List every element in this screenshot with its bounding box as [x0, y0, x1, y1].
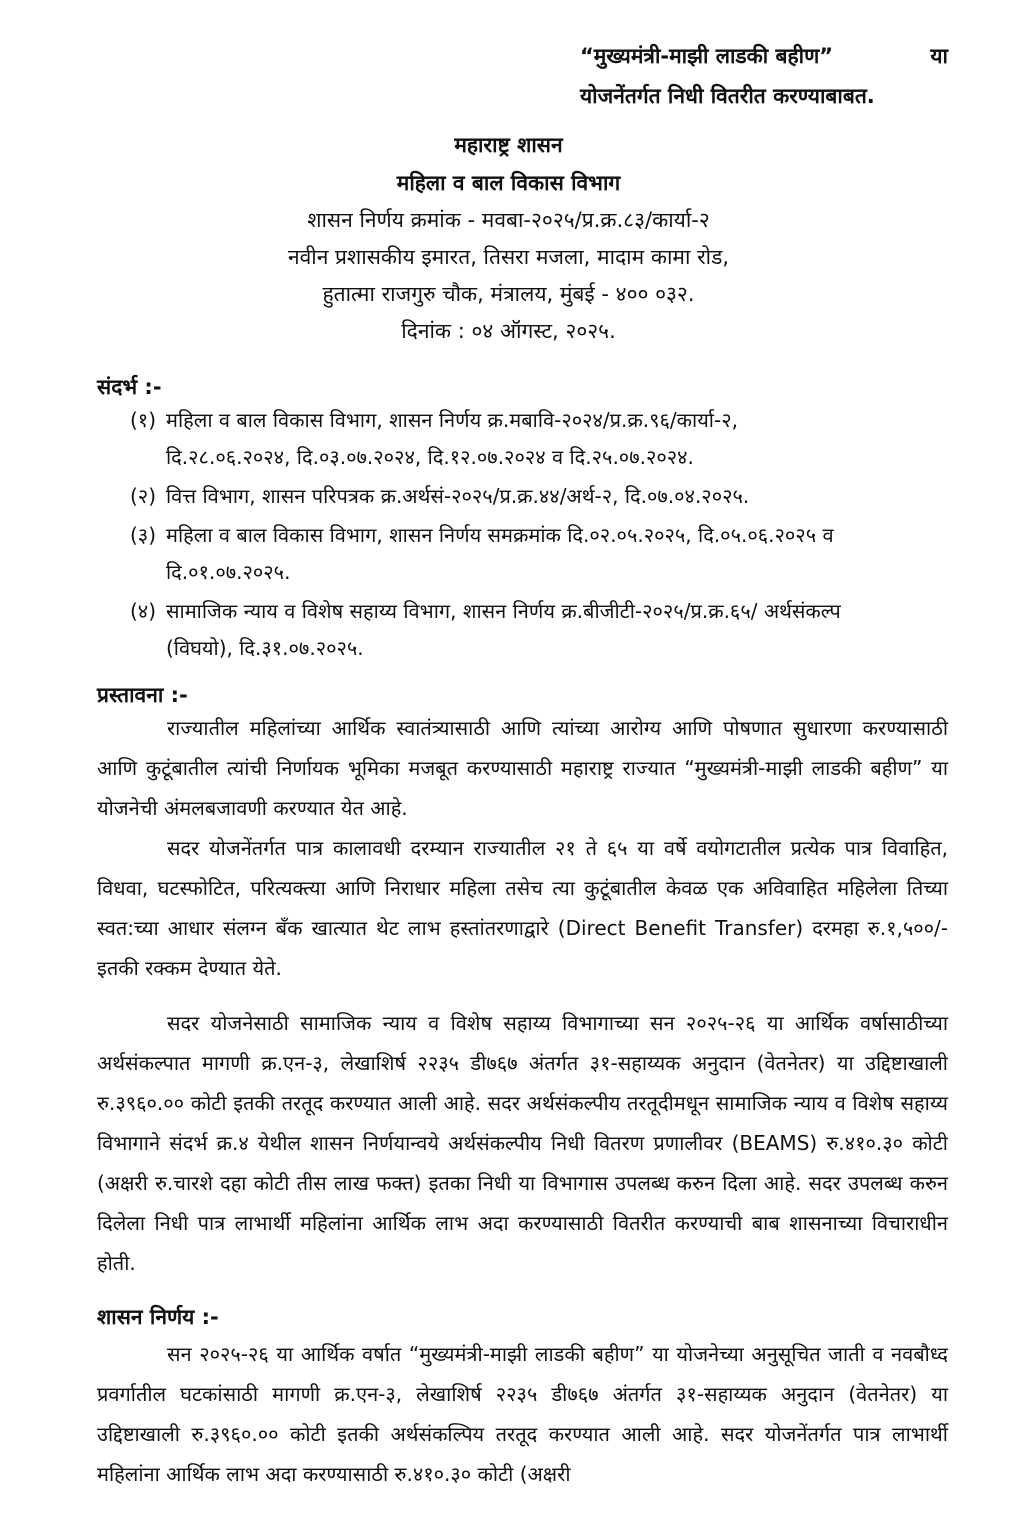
reference-item: [130, 402, 948, 476]
preamble-paragraph-1: राज्यातील महिलांच्या आर्थिक स्वातंत्र्यासाठी आणि त्यांच्या आरोग्य आणि पोषणात सुधारणा करण्यासाठी आणि कुटूंबातील त्यांची निर्णायक भूमिका मजबूत करण्यासाठी महाराष्ट्र राज्यात “मुख्यमंत्री-माझी लाडकी बहीण” या योजनेची अंमलबजावणी करण्यात येत आहे.: [97, 716, 948, 820]
reference-number: (४): [130, 599, 157, 623]
subject-heading: [580, 36, 948, 116]
preamble-title: प्रस्तावना :-: [97, 683, 188, 707]
references-list: [130, 402, 948, 669]
reference-number: (१): [130, 408, 157, 432]
decision-paragraph-1: सन २०२५-२६ या आर्थिक वर्षात “मुख्यमंत्री-माझी लाडकी बहीण” या योजनेच्या अनुसूचित जाती व नवबौध्द प्रवर्गातील घटकांसाठी मागणी क्र.एन-३, लेखाशिर्ष २२३५ डी७६७ अंतर्गत ३१-सहाय्यक अनुदान (वेतनेतर) या उद्दिष्टाखाली रु.३९६०.०० कोटी इतकी अर्थसंकल्पिय तरतूद करण्यात आली आहे. सदर योजनेंतर्गत पात्र लाभार्थी महिलांना आर्थिक लाभ अदा करण्यासाठी रु.४१०.३० कोटी (अक्षरी: [97, 1342, 948, 1486]
reference-item: [130, 478, 948, 515]
reference-text-line-1: महिला व बाल विकास विभाग, शासन निर्णय समक्रमांक दि.०२.०५.२०२५, दि.०५.०६.२०२५ व: [166, 523, 834, 547]
subject-line-1: [580, 36, 948, 76]
gr-number: शासन निर्णय क्रमांक - मवबा-२०२५/प्र.क्र.८३/कार्या-२: [307, 208, 710, 232]
reference-number: (३): [130, 523, 157, 547]
preamble-paragraph-2: सदर योजनेंतर्गत पात्र कालावधी दरम्यान राज्यातील २१ ते ६५ या वर्षे वयोगटातील प्रत्येक पात्र विवाहित, विधवा, घटस्फोटित, परित्यक्त्या आणि निराधार महिला तसेच त्या कुटूंबातील केवळ एक अविवाहित महिलेला तिच्या स्वत:च्या आधार संलग्न बँक खात्यात थेट लाभ हस्तांतरणाद्वारे (Direct Benefit Transfer) दरमहा रु.१,५००/- इतकी रक्कम देण्यात येते.: [97, 836, 948, 980]
preamble-paragraph-3: सदर योजनेसाठी सामाजिक न्याय व विशेष सहाय्य विभागाच्या सन २०२५-२६ या आर्थिक वर्षासाठीच्या अर्थसंकल्पात मागणी क्र.एन-३, लेखाशिर्ष २२३५ डी७६७ अंतर्गत ३१-सहाय्यक अनुदान (वेतनेतर) या उद्दिष्टाखाली रु.३९६०.०० कोटी इतकी तरतूद करण्यात आली आहे. सदर अर्थसंकल्पीय तरतूदीमधून सामाजिक न्याय व विशेष सहाय्य विभागाने संदर्भ क्र.४ येथील शासन निर्णयान्वये अर्थसंकल्पीय निधी वितरण प्रणालीवर (BEAMS) रु.४१०.३० कोटी (अक्षरी रु.चारशे दहा कोटी तीस लाख फक्त) इतका निधी या विभागास उपलब्ध करुन दिला आहे. सदर उपलब्ध करुन दिलेला निधी पात्र लाभार्थी महिलांना आर्थिक लाभ अदा करण्यासाठी वितरीत करण्याची बाब शासनाच्या विचाराधीन होती.: [97, 1011, 948, 1275]
gr-header: [0, 126, 1017, 350]
reference-number: (२): [130, 484, 157, 508]
reference-item: [130, 593, 948, 667]
reference-text-line-1: वित्त विभाग, शासन परिपत्रक क्र.अर्थसं-२०२५/प्र.क्र.४४/अर्थ-२, दि.०७.०४.२०२५.: [166, 484, 750, 508]
decision-title: शासन निर्णय :-: [97, 1305, 219, 1329]
reference-item: [130, 517, 948, 591]
subject-line-2: योजनेंतर्गत निधी वितरीत करण्याबाबत.: [580, 84, 875, 108]
reference-text-line-1: सामाजिक न्याय व विशेष सहाय्य विभाग, शासन निर्णय क्र.बीजीटी-२०२५/प्र.क्र.६५/ अर्थसंकल्प: [166, 599, 841, 623]
address-line-2: हुतात्मा राजगुरु चौक, मंत्रालय, मुंबई - ४०० ०३२.: [322, 282, 695, 306]
reference-text-line-1: महिला व बाल विकास विभाग, शासन निर्णय क्र.मबावि-२०२४/प्र.क्र.९६/कार्या-२,: [166, 408, 738, 432]
subject-word: या: [930, 44, 948, 68]
reference-text-line-2: दि.२८.०६.२०२४, दि.०३.०७.२०२४, दि.१२.०७.२०२४ व दि.२५.०७.२०२४.: [166, 445, 694, 469]
department-name: महिला व बाल विकास विभाग: [396, 171, 621, 195]
reference-text-line-2: (विघयो), दि.३१.०७.२०२५.: [166, 636, 364, 660]
subject-scheme-name: “मुख्यमंत्री-माझी लाडकी बहीण”: [580, 44, 834, 68]
government-name: महाराष्ट्र शासन: [454, 133, 563, 157]
gr-date: दिनांक : ०४ ऑगस्ट, २०२५.: [401, 319, 616, 343]
address-line-1: नवीन प्रशासकीय इमारत, तिसरा मजला, मादाम कामा रोड,: [287, 245, 730, 269]
references-title: संदर्भ :-: [97, 375, 162, 399]
reference-text-line-2: दि.०१.०७.२०२५.: [166, 560, 291, 584]
